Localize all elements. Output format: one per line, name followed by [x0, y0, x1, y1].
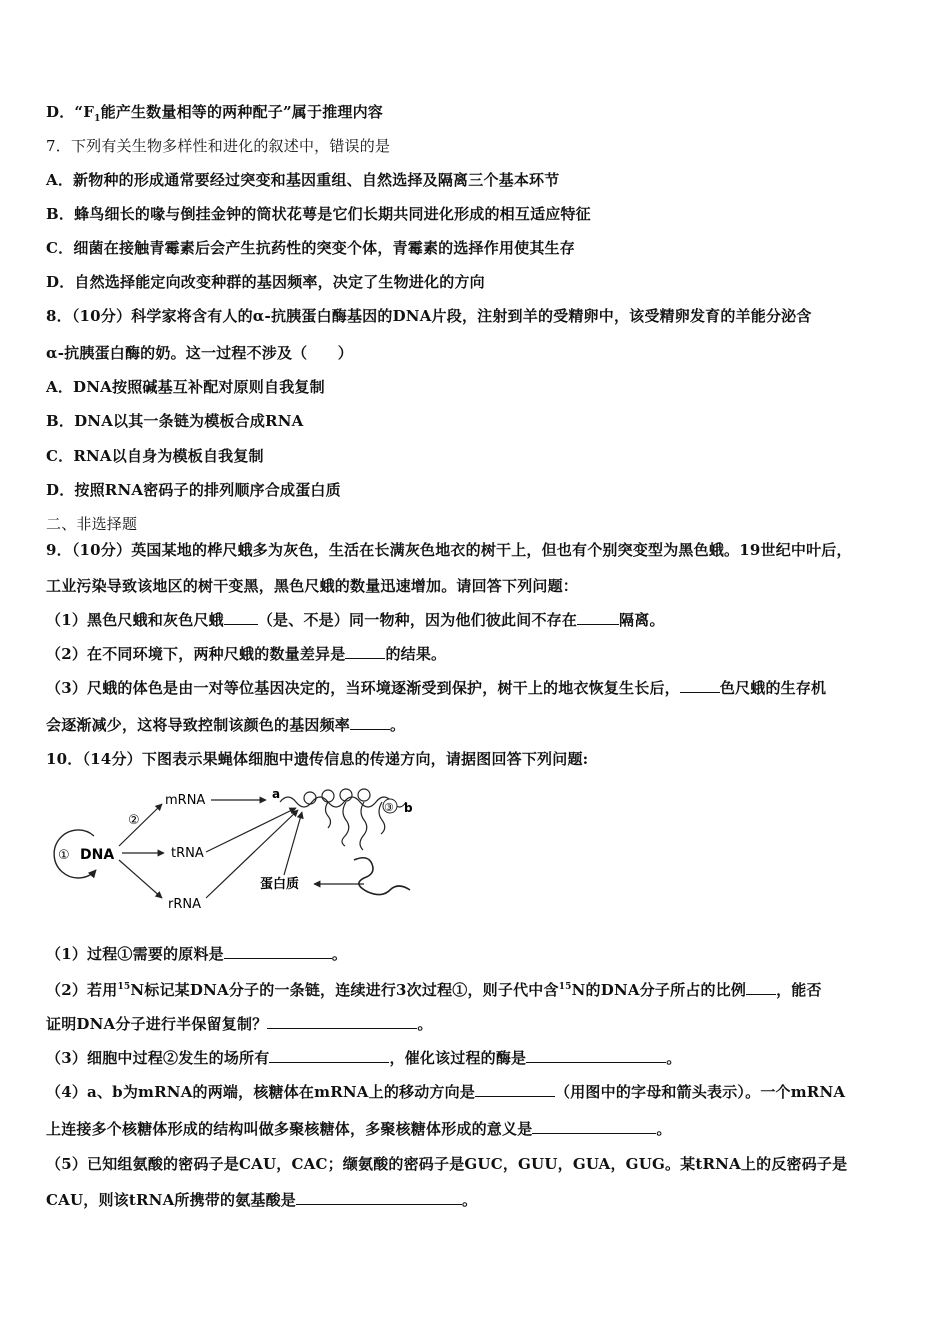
- q9-stem-line1: 9．（10分）英国某地的桦尺蛾多为灰色，生活在长满灰色地衣的树干上，但也有个别突变型为黑色蛾。19世纪中叶后，: [46, 541, 852, 559]
- polypeptide-chain: [326, 802, 331, 828]
- q10-stem: 10．（14分）下图表示果蝇体细胞中遗传信息的传递方向，请据图回答下列问题:: [46, 750, 589, 768]
- protein-label: 蛋白质: [260, 877, 300, 892]
- label-a: a: [272, 787, 281, 801]
- rrna-label: rRNA: [168, 897, 201, 912]
- answer-blank[interactable]: [224, 610, 258, 625]
- q10-part2-line1: （2）若用$^{15}$N标记某DNA分子的一条链，连续进行3次过程①，则子代中含$^{15}$N的DNA分子所占的比例 ，能否: [46, 981, 822, 999]
- q10-part1: （1）过程①需要的原料是 。: [46, 945, 348, 963]
- answer-blank[interactable]: [532, 1119, 656, 1134]
- q10-part4-line2: 上连接多个核糖体形成的结构叫做多聚核糖体，多聚核糖体形成的意义是 。: [46, 1120, 672, 1138]
- q7-option-c: C．细菌在接触青霉素后会产生抗药性的突变个体，青霉素的选择作用使其生存: [46, 239, 575, 257]
- q10-part5-line1: （5）已知组氨酸的密码子是CAU，CAC；缬氨酸的密码子是GUC，GUU，GUA，GUG。某tRNA上的反密码子是: [46, 1155, 848, 1173]
- step3-label: ③: [384, 801, 394, 814]
- q7-option-a: A．新物种的形成通常要经过突变和基因重组、自然选择及隔离三个基本环节: [46, 171, 560, 189]
- q9-part1: （1）黑色尺蛾和灰色尺蛾 （是、不是）同一物种，因为他们彼此间不存在 隔离。: [46, 611, 665, 629]
- trna-label: tRNA: [171, 846, 204, 861]
- label-b: b: [404, 801, 413, 815]
- answer-blank[interactable]: [475, 1082, 555, 1097]
- mrna-label: mRNA: [165, 793, 206, 808]
- q10-part5-line2: CAU，则该tRNA所携带的氨基酸是 。: [46, 1191, 478, 1209]
- section-heading: 二、非选择题: [46, 515, 138, 533]
- q8-option-a: A．DNA按照碱基互补配对原则自我复制: [46, 378, 325, 396]
- q7-stem: 7．下列有关生物多样性和进化的叙述中，错误的是: [46, 137, 391, 155]
- answer-blank[interactable]: [269, 1048, 389, 1063]
- ribosome: [304, 792, 316, 804]
- dna-label: DNA: [80, 847, 115, 863]
- ribosome: [358, 789, 370, 801]
- polypeptide-chain: [360, 802, 367, 850]
- q7-option-b: B．蜂鸟细长的喙与倒挂金钟的筒状花萼是它们长期共同进化形成的相互适应特征: [46, 205, 591, 223]
- gene-expression-diagram: [44, 780, 434, 915]
- q9-part3-line1: （3）尺蛾的体色是由一对等位基因决定的，当环境逐渐受到保护，树干上的地衣恢复生长后， 色尺蛾的生存机: [46, 679, 827, 697]
- ribosome: [322, 790, 334, 802]
- step1-label: ①: [58, 848, 70, 863]
- answer-blank[interactable]: [350, 715, 390, 730]
- q9-part2: （2）在不同环境下，两种尺蛾的数量差异是 的结果。: [46, 645, 447, 663]
- q8-option-d: D．按照RNA密码子的排列顺序合成蛋白质: [46, 481, 341, 499]
- answer-blank[interactable]: [345, 644, 385, 659]
- q10-part4-line1: （4）a、b为mRNA的两端，核糖体在mRNA上的移动方向是 （用图中的字母和箭头表示）。一个mRNA: [46, 1083, 846, 1101]
- q7-option-d: D．自然选择能定向改变种群的基因频率，决定了生物进化的方向: [46, 273, 485, 291]
- arrow-dna-mrna: [119, 804, 162, 846]
- step2-label: ②: [128, 813, 140, 828]
- q9-part3-line2: 会逐渐减少，这将导致控制该颜色的基因频率 。: [46, 716, 406, 734]
- answer-blank[interactable]: [577, 610, 619, 625]
- answer-blank[interactable]: [680, 678, 720, 693]
- q10-part2-line2: 证明DNA分子进行半保留复制？ 。: [46, 1015, 433, 1033]
- q9-stem-line2: 工业污染导致该地区的树干变黑，黑色尺蛾的数量迅速增加。请回答下列问题：: [46, 577, 579, 595]
- protein-chain: [354, 858, 410, 895]
- answer-blank[interactable]: [224, 944, 332, 959]
- answer-blank[interactable]: [746, 980, 776, 995]
- q8-option-b: B．DNA以其一条链为模板合成RNA: [46, 412, 304, 430]
- q8-stem-line2: α-抗胰蛋白酶的奶。这一过程不涉及（ ）: [46, 344, 353, 362]
- polypeptide-chain: [342, 802, 349, 846]
- arrow-trna-ribosome: [206, 808, 296, 852]
- q10-part3: （3）细胞中过程②发生的场所有 ，催化该过程的酶是 。: [46, 1049, 682, 1067]
- q6-option-d: D．“$F_1$能产生数量相等的两种配子”属于推理内容: [46, 103, 383, 124]
- answer-blank[interactable]: [267, 1014, 417, 1029]
- q8-stem-line1: 8．（10分）科学家将含有人的α-抗胰蛋白酶基因的DNA片段，注射到羊的受精卵中，该受精卵发育的羊能分泌含: [46, 307, 812, 325]
- arrow-dna-rrna: [119, 860, 162, 898]
- answer-blank[interactable]: [526, 1048, 666, 1063]
- q8-option-c: C．RNA以自身为模板自我复制: [46, 447, 264, 465]
- answer-blank[interactable]: [296, 1190, 462, 1205]
